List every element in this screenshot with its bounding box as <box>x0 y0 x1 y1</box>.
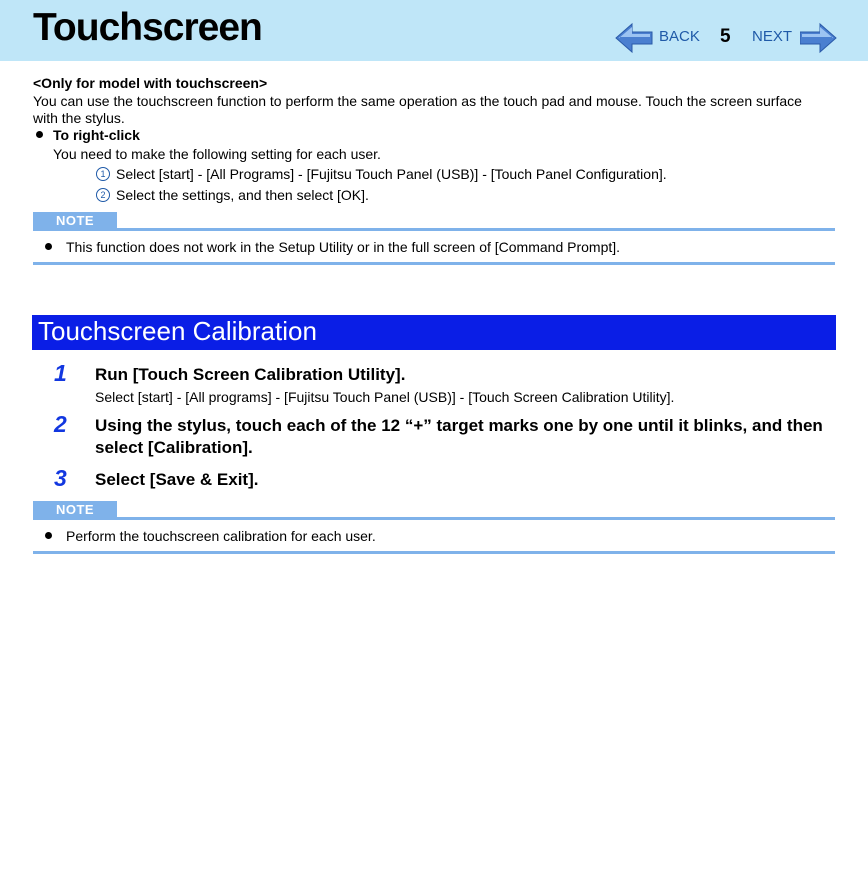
step-title-1: Run [Touch Screen Calibration Utility]. <box>95 365 406 384</box>
page-number: 5 <box>720 26 731 47</box>
right-click-text: You need to make the following setting for each user. <box>53 146 381 162</box>
right-click-step-1: Select [start] - [All Programs] - [Fujitsu Touch Panel (USB)] - [Touch Panel Configuration]. <box>116 166 667 182</box>
next-label: NEXT <box>752 28 793 45</box>
intro-text-line1: You can use the touchscreen function to perform the same operation as the touch pad and mouse. Touch the screen surface <box>33 93 802 109</box>
note-bottom-rule <box>33 262 835 265</box>
step-marker-2: 2 <box>96 188 110 202</box>
step-number-3: 3 <box>54 465 67 491</box>
note-item: Perform the touchscreen calibration for each user. <box>66 528 376 544</box>
bullet-icon <box>45 532 52 539</box>
step-marker-1: 1 <box>96 167 110 181</box>
note-item: This function does not work in the Setup Utility or in the full screen of [Command Prompt]. <box>66 239 621 255</box>
note-top-rule <box>33 228 835 231</box>
step-title-3: Select [Save & Exit]. <box>95 470 259 489</box>
section-header-bar <box>32 315 836 350</box>
intro-text-line2: with the stylus. <box>33 110 125 126</box>
step-number-2: 2 <box>54 411 67 437</box>
step-number-1: 1 <box>54 360 67 386</box>
section-title: Touchscreen Calibration <box>38 316 317 346</box>
page-title: Touchscreen <box>33 6 262 49</box>
bullet-icon <box>36 131 43 138</box>
step-title-2-line1: Using the stylus, touch each of the 12 “+” target marks one by one until it blinks, and then <box>95 416 823 435</box>
step-detail-1: Select [start] - [All programs] - [Fujitsu Touch Panel (USB)] - [Touch Screen Calibration Utility]. <box>95 389 675 405</box>
note-top-rule <box>33 517 835 520</box>
right-click-step-2: Select the settings, and then select [OK]. <box>116 187 369 203</box>
intro-heading: <Only for model with touchscreen> <box>33 75 268 91</box>
note-bottom-rule <box>33 551 835 554</box>
next-button[interactable] <box>748 22 838 54</box>
back-button[interactable] <box>614 22 706 54</box>
note-label: NOTE <box>33 212 117 229</box>
right-click-heading: To right-click <box>53 127 140 143</box>
page-header <box>0 0 868 61</box>
back-label: BACK <box>659 28 700 45</box>
arrow-left-icon <box>614 22 654 54</box>
note-label: NOTE <box>33 501 117 518</box>
bullet-icon <box>45 243 52 250</box>
step-title-2-line2: select [Calibration]. <box>95 438 253 457</box>
arrow-right-icon <box>800 22 838 54</box>
